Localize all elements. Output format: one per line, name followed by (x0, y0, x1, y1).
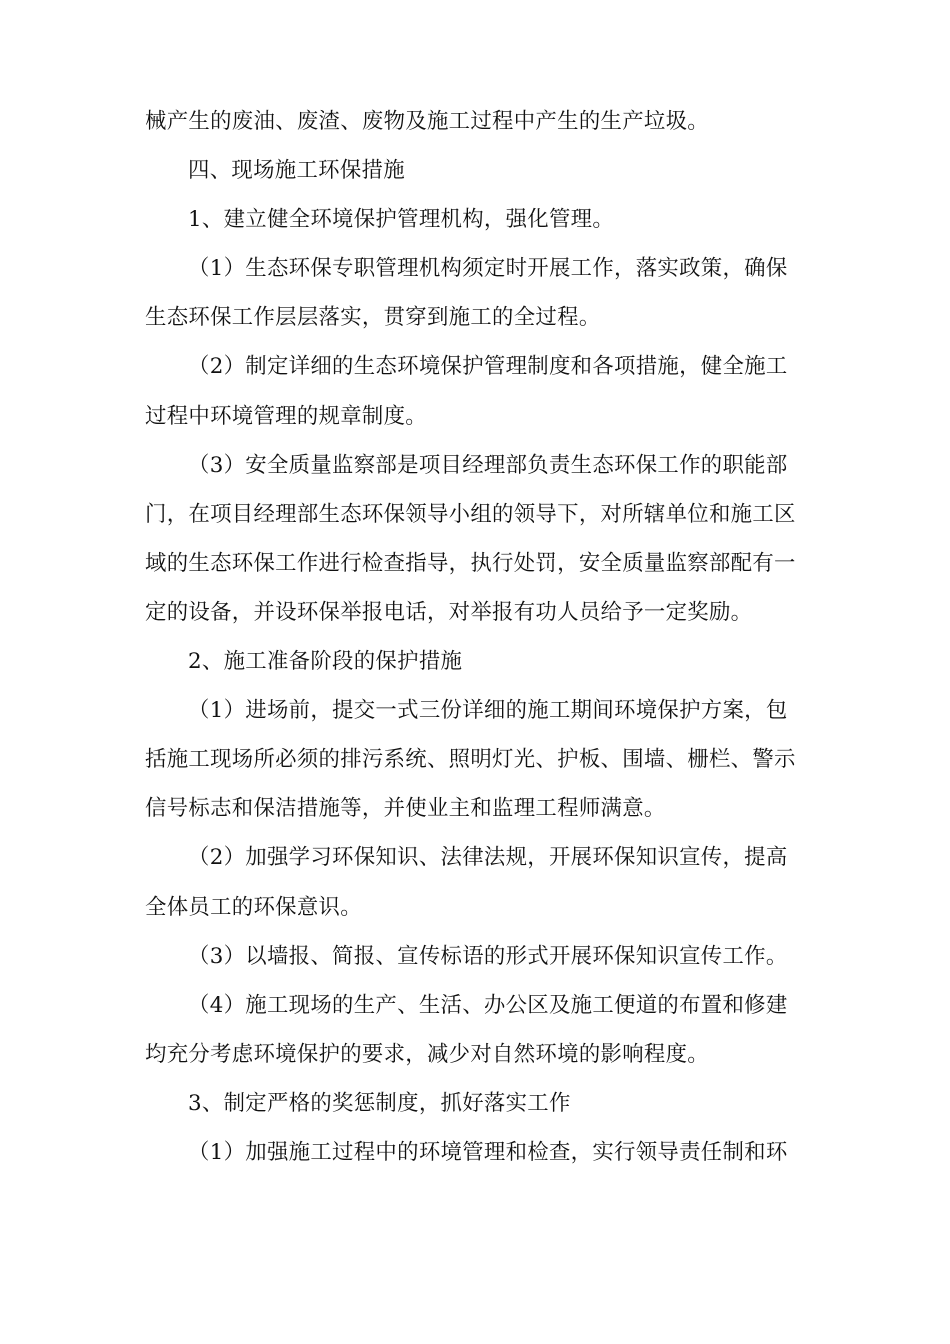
section-heading: 四、现场施工环保措施 (188, 158, 405, 184)
text-line: 均充分考虑环境保护的要求，减少对自然环境的影响程度。 (145, 1041, 709, 1067)
text-line: 生态环保工作层层落实，贯穿到施工的全过程。 (145, 305, 601, 331)
text-line: 定的设备，并设环保举报电话，对举报有功人员给予一定奖励。 (145, 599, 753, 625)
text-line: 全体员工的环保意识。 (145, 894, 362, 920)
text-line: （1）加强施工过程中的环境管理和检查，实行领导责任制和环 (188, 1139, 788, 1165)
subsection-heading: 3、制定严格的奖惩制度，抓好落实工作 (188, 1090, 571, 1116)
text-line: （1）进场前，提交一式三份详细的施工期间环境保护方案，包 (188, 698, 788, 724)
text-line: 过程中环境管理的规章制度。 (145, 403, 427, 429)
text-line: （3）安全质量监察部是项目经理部负责生态环保工作的职能部 (188, 452, 788, 478)
text-line: 括施工现场所必须的排污系统、照明灯光、护板、围墙、栅栏、警示 (145, 747, 796, 773)
text-line: 械产生的废油、废渣、废物及施工过程中产生的生产垃圾。 (145, 109, 709, 134)
text-line: （3）以墙报、简报、宣传标语的形式开展环保知识宣传工作。 (188, 943, 788, 969)
text-line: （4）施工现场的生产、生活、办公区及施工便道的布置和修建 (188, 992, 788, 1018)
text-line: （2）制定详细的生态环境保护管理制度和各项措施，健全施工 (188, 354, 788, 380)
document-body (145, 110, 807, 1190)
subsection-heading: 2、施工准备阶段的保护措施 (188, 649, 463, 675)
text-line: （1）生态环保专职管理机构须定时开展工作，落实政策，确保 (188, 256, 788, 282)
text-line: 域的生态环保工作进行检查指导，执行处罚，安全质量监察部配有一 (145, 550, 796, 576)
subsection-heading: 1、建立健全环境保护管理机构，强化管理。 (188, 207, 615, 233)
text-line: 门，在项目经理部生态环保领导小组的领导下，对所辖单位和施工区 (145, 501, 796, 527)
text-line: 信号标志和保洁措施等，并使业主和监理工程师满意。 (145, 796, 666, 822)
text-line: （2）加强学习环保知识、法律法规，开展环保知识宣传，提高 (188, 845, 788, 871)
